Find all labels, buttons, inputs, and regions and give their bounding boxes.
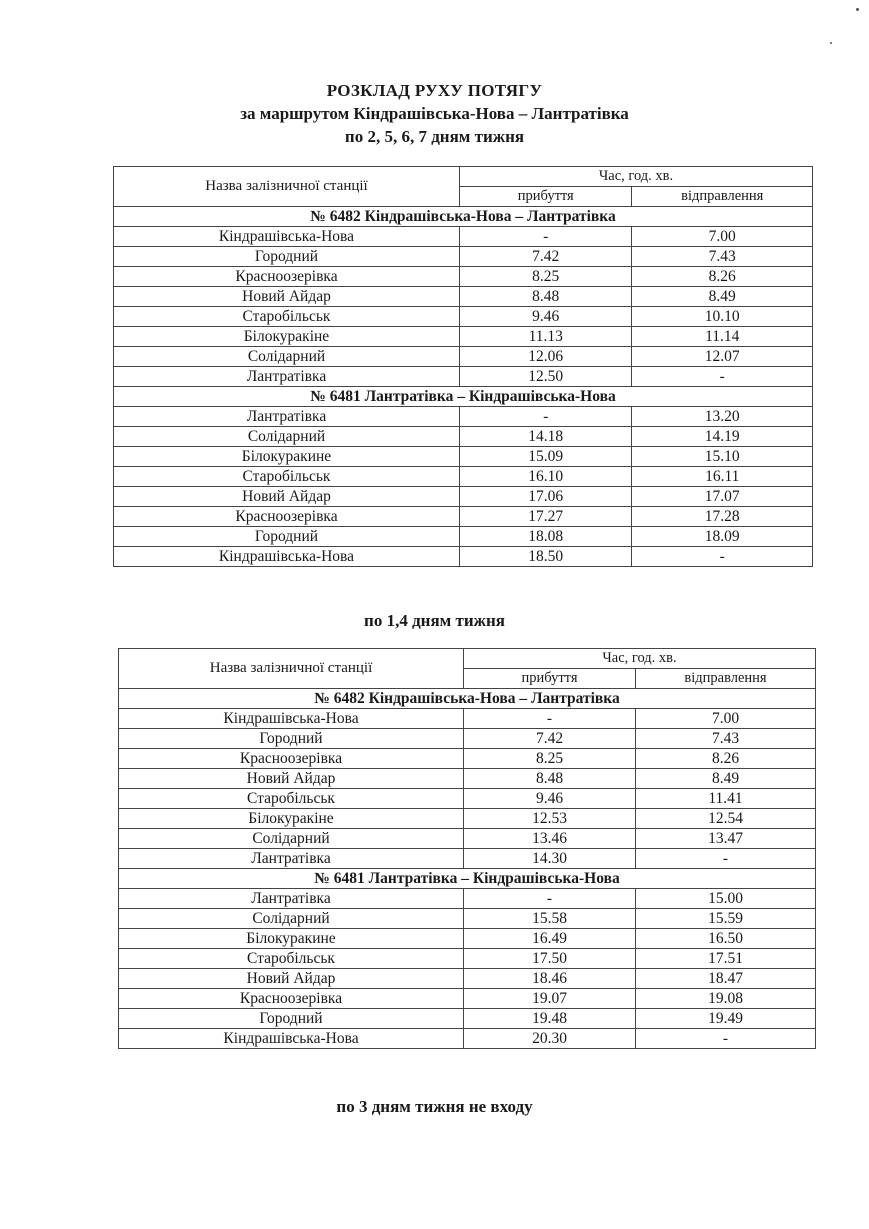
station-cell: Новий Айдар <box>114 487 460 507</box>
arrival-cell: 18.46 <box>464 969 636 989</box>
table-row <box>119 989 816 1009</box>
header-departure: відправлення <box>636 669 816 689</box>
train-row <box>114 207 813 227</box>
departure-cell: 17.07 <box>632 487 813 507</box>
table-row <box>114 507 813 527</box>
table-row <box>119 849 816 869</box>
arrival-cell: - <box>459 227 631 247</box>
train-name: № 6481 Лантратівка – Кіндрашівська-Нова <box>119 869 816 889</box>
train-name: № 6482 Кіндрашівська-Нова – Лантратівка <box>114 207 813 227</box>
table-row <box>119 789 816 809</box>
departure-cell: 19.49 <box>636 1009 816 1029</box>
departure-cell: 15.59 <box>636 909 816 929</box>
departure-cell: 7.43 <box>632 247 813 267</box>
train-row <box>119 869 816 889</box>
arrival-cell: 12.50 <box>459 367 631 387</box>
station-cell: Лантратівка <box>114 367 460 387</box>
station-cell: Білокуракине <box>119 929 464 949</box>
table-row <box>114 287 813 307</box>
departure-cell: 7.00 <box>632 227 813 247</box>
arrival-cell: - <box>459 407 631 427</box>
station-cell: Білокуракіне <box>114 327 460 347</box>
table-row <box>114 247 813 267</box>
arrival-cell: 15.09 <box>459 447 631 467</box>
arrival-cell: 8.25 <box>459 267 631 287</box>
table-row <box>119 949 816 969</box>
departure-cell: - <box>632 367 813 387</box>
arrival-cell: 19.48 <box>464 1009 636 1029</box>
train-name: № 6482 Кіндрашівська-Нова – Лантратівка <box>119 689 816 709</box>
table-row <box>119 969 816 989</box>
station-cell: Кіндрашівська-Нова <box>119 709 464 729</box>
schedule-table-1 <box>113 166 813 567</box>
departure-cell: 17.28 <box>632 507 813 527</box>
title-line-3: по 2, 5, 6, 7 дням тижня <box>344 127 525 146</box>
arrival-cell: 14.30 <box>464 849 636 869</box>
departure-cell: 16.11 <box>632 467 813 487</box>
scan-speck <box>856 8 859 11</box>
departure-cell: 11.41 <box>636 789 816 809</box>
departure-cell: 13.47 <box>636 829 816 849</box>
departure-cell: 16.50 <box>636 929 816 949</box>
arrival-cell: 16.49 <box>464 929 636 949</box>
arrival-cell: 20.30 <box>464 1029 636 1049</box>
departure-cell: 8.26 <box>632 267 813 287</box>
station-cell: Лантратівка <box>119 889 464 909</box>
station-cell: Городний <box>114 247 460 267</box>
header-arrival: прибуття <box>464 669 636 689</box>
arrival-cell: 9.46 <box>459 307 631 327</box>
departure-cell: 13.20 <box>632 407 813 427</box>
departure-cell: 7.43 <box>636 729 816 749</box>
table-row <box>114 467 813 487</box>
departure-cell: 10.10 <box>632 307 813 327</box>
arrival-cell: 7.42 <box>464 729 636 749</box>
departure-cell: 18.47 <box>636 969 816 989</box>
departure-cell: 8.49 <box>636 769 816 789</box>
station-cell: Старобільськ <box>119 789 464 809</box>
table-row <box>114 487 813 507</box>
train-row <box>119 689 816 709</box>
departure-cell: 8.26 <box>636 749 816 769</box>
departure-cell: 8.49 <box>632 287 813 307</box>
station-cell: Лантратівка <box>114 407 460 427</box>
station-cell: Новий Айдар <box>119 769 464 789</box>
table-row <box>114 227 813 247</box>
station-cell: Красноозерівка <box>119 989 464 1009</box>
station-cell: Новий Айдар <box>114 287 460 307</box>
table-row <box>114 527 813 547</box>
arrival-cell: 17.50 <box>464 949 636 969</box>
station-cell: Білокуракине <box>114 447 460 467</box>
arrival-cell: 17.06 <box>459 487 631 507</box>
table-row <box>114 267 813 287</box>
table-row <box>119 889 816 909</box>
schedule-table-2 <box>118 648 816 1049</box>
table-row <box>119 809 816 829</box>
table-row <box>119 829 816 849</box>
departure-cell: - <box>636 1029 816 1049</box>
section-subtitle-days-1-4: по 1,4 дням тижня <box>364 611 505 630</box>
arrival-cell: 18.08 <box>459 527 631 547</box>
arrival-cell: - <box>464 889 636 909</box>
departure-cell: 11.14 <box>632 327 813 347</box>
station-cell: Старобільськ <box>114 467 460 487</box>
arrival-cell: 17.27 <box>459 507 631 527</box>
station-cell: Городний <box>119 729 464 749</box>
station-cell: Городний <box>119 1009 464 1029</box>
header-station: Назва залізничної станції <box>114 167 460 207</box>
departure-cell: 18.09 <box>632 527 813 547</box>
header-time: Час, год. хв. <box>464 649 816 669</box>
header-arrival: прибуття <box>459 187 631 207</box>
arrival-cell: 18.50 <box>459 547 631 567</box>
table-row <box>119 769 816 789</box>
header-time: Час, год. хв. <box>459 167 812 187</box>
arrival-cell: 14.18 <box>459 427 631 447</box>
station-cell: Красноозерівка <box>114 267 460 287</box>
arrival-cell: 12.53 <box>464 809 636 829</box>
station-cell: Солідарний <box>119 829 464 849</box>
arrival-cell: 7.42 <box>459 247 631 267</box>
arrival-cell: 16.10 <box>459 467 631 487</box>
arrival-cell: 8.48 <box>459 287 631 307</box>
departure-cell: - <box>632 547 813 567</box>
table-row <box>119 729 816 749</box>
departure-cell: 12.07 <box>632 347 813 367</box>
table-row <box>119 1029 816 1049</box>
table-row <box>114 347 813 367</box>
station-cell: Кіндрашівська-Нова <box>119 1029 464 1049</box>
departure-cell: 17.51 <box>636 949 816 969</box>
title-line-1: РОЗКЛАД РУХУ ПОТЯГУ <box>326 81 543 100</box>
table-row <box>119 749 816 769</box>
station-cell: Солідарний <box>114 427 460 447</box>
station-cell: Кіндрашівська-Нова <box>114 547 460 567</box>
departure-cell: 15.00 <box>636 889 816 909</box>
scan-speck <box>830 42 832 44</box>
header-station: Назва залізничної станції <box>119 649 464 689</box>
departure-cell: 19.08 <box>636 989 816 1009</box>
station-cell: Городний <box>114 527 460 547</box>
arrival-cell: 8.48 <box>464 769 636 789</box>
arrival-cell: - <box>464 709 636 729</box>
arrival-cell: 11.13 <box>459 327 631 347</box>
arrival-cell: 13.46 <box>464 829 636 849</box>
title-line-2: за маршрутом Кіндрашівська-Нова – Лантратівка <box>240 104 629 123</box>
arrival-cell: 8.25 <box>464 749 636 769</box>
station-cell: Красноозерівка <box>119 749 464 769</box>
departure-cell: 14.19 <box>632 427 813 447</box>
departure-cell: - <box>636 849 816 869</box>
departure-cell: 7.00 <box>636 709 816 729</box>
departure-cell: 15.10 <box>632 447 813 467</box>
table-row <box>114 327 813 347</box>
station-cell: Кіндрашівська-Нова <box>114 227 460 247</box>
train-name: № 6481 Лантратівка – Кіндрашівська-Нова <box>114 387 813 407</box>
arrival-cell: 19.07 <box>464 989 636 1009</box>
station-cell: Старобільськ <box>119 949 464 969</box>
arrival-cell: 9.46 <box>464 789 636 809</box>
table-row <box>119 1009 816 1029</box>
arrival-cell: 12.06 <box>459 347 631 367</box>
station-cell: Солідарний <box>119 909 464 929</box>
station-cell: Білокуракіне <box>119 809 464 829</box>
station-cell: Старобільськ <box>114 307 460 327</box>
arrival-cell: 15.58 <box>464 909 636 929</box>
table-row <box>119 929 816 949</box>
train-row <box>114 387 813 407</box>
table-row <box>114 307 813 327</box>
departure-cell: 12.54 <box>636 809 816 829</box>
station-cell: Лантратівка <box>119 849 464 869</box>
header-departure: відправлення <box>632 187 813 207</box>
footer-note-day-3: по 3 дням тижня не входу <box>336 1097 533 1116</box>
station-cell: Новий Айдар <box>119 969 464 989</box>
station-cell: Солідарний <box>114 347 460 367</box>
table-row <box>114 407 813 427</box>
table-row <box>119 909 816 929</box>
table-row <box>119 709 816 729</box>
table-row <box>114 547 813 567</box>
table-row <box>114 367 813 387</box>
station-cell: Красноозерівка <box>114 507 460 527</box>
table-row <box>114 427 813 447</box>
table-row <box>114 447 813 467</box>
